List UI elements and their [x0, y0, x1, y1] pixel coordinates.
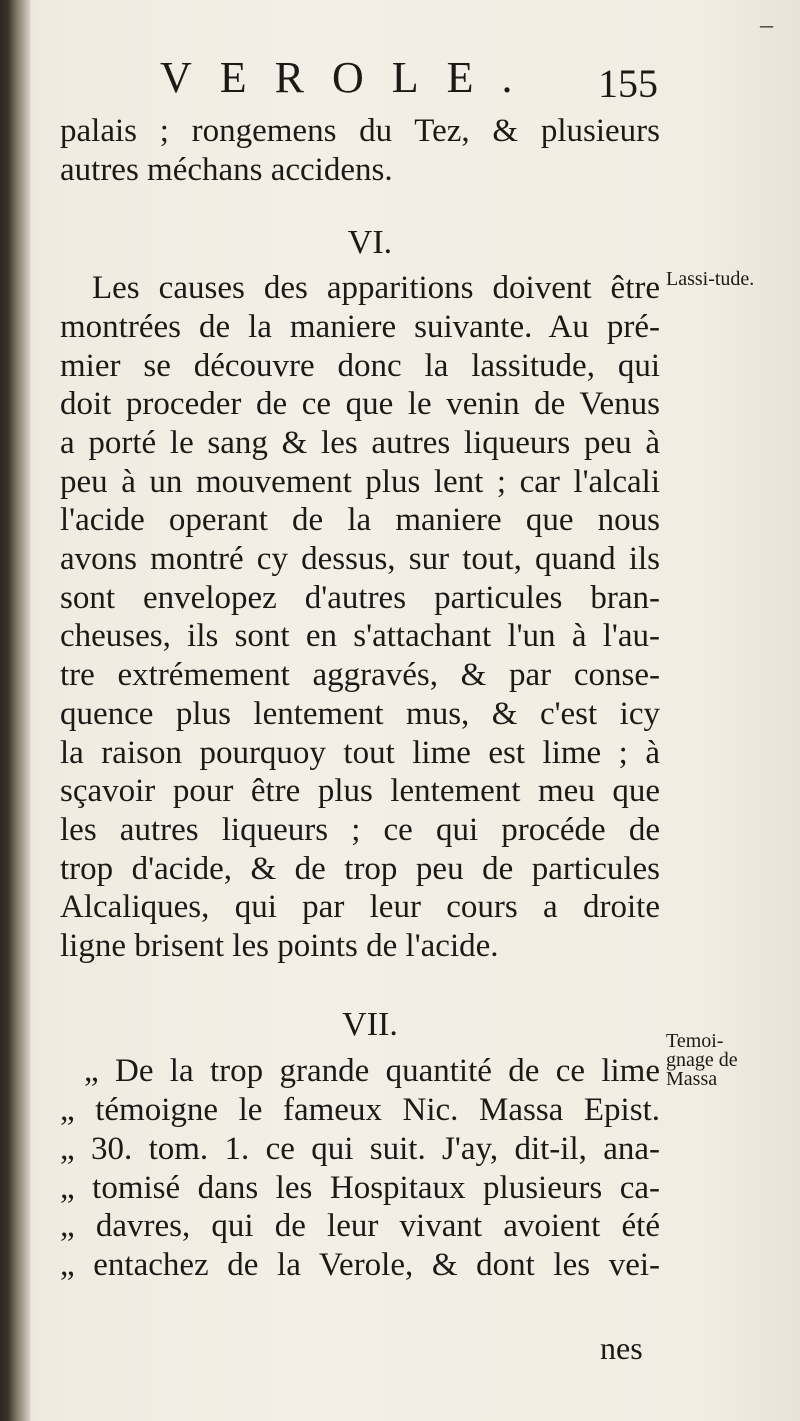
- section-number-6: VI.: [347, 224, 393, 262]
- quote-line: „ tomisé dans les Hospitaux plusieurs ca-: [60, 1169, 660, 1206]
- corner-mark: –: [760, 10, 773, 39]
- text-line: sont envelopez d'autres particules bran-: [60, 579, 660, 616]
- margin-note-lassitude: Lassi-tude.: [666, 268, 755, 290]
- text-line: cheuses, ils sont en s'attachant l'un à l'au-: [60, 618, 660, 655]
- text-line: avons montré cy dessus, sur tout, quand ils: [60, 541, 660, 578]
- text-line: la raison pourquoy tout lime est lime ; à: [60, 734, 660, 771]
- section-6-body: [60, 269, 660, 966]
- quote-line: „ De la trop grande quantité de ce lime: [84, 1053, 660, 1090]
- text-line: a porté le sang & les autres liqueurs peu à: [60, 424, 660, 461]
- text-line: quence plus lentement mus, & c'est icy: [60, 695, 660, 732]
- catchword: nes: [600, 1330, 643, 1366]
- text-line: Alcaliques, qui par leur cours a droite: [60, 889, 660, 926]
- text-line: palais ; rongemens du Tez, & plusieurs: [60, 113, 660, 149]
- quote-line: „ 30. tom. 1. ce qui suit. J'ay, dit-il, ana-: [60, 1130, 660, 1167]
- page-number: 155: [598, 61, 658, 106]
- text-block: [60, 112, 660, 1285]
- section-number-7: VII.: [342, 1005, 398, 1043]
- text-line: sçavoir pour être plus lentement meu que: [60, 773, 660, 810]
- text-line: doit proceder de ce que le venin de Venus: [60, 386, 660, 423]
- quote-line: „ entachez de la Verole, & dont les vei-: [60, 1246, 660, 1283]
- text-line: mier se découvre donc la lassitude, qui: [60, 347, 660, 384]
- text-line: tre extrémement aggravés, & par conse-: [60, 657, 660, 694]
- quote-line: „ davres, qui de leur vivant avoient été: [60, 1208, 660, 1245]
- running-title: VEROLE.: [160, 53, 541, 102]
- margin-note-temoignage: Temoi-gnage de Massa: [666, 1030, 738, 1090]
- book-spine: [0, 0, 30, 1421]
- text-line: montrées de la maniere suivante. Au pré-: [60, 308, 660, 345]
- text-line: l'acide operant de la maniere que nous: [60, 502, 660, 539]
- text-line: autres méchans accidens.: [60, 151, 393, 188]
- text-line: Les causes des apparitions doivent être: [92, 270, 660, 307]
- section-7-body: [60, 1052, 660, 1284]
- text-line: ligne brisent les points de l'acide.: [60, 928, 499, 965]
- text-line: les autres liqueurs ; ce qui procéde de: [60, 811, 660, 848]
- quote-line: „ témoigne le fameux Nic. Massa Epist.: [60, 1092, 660, 1129]
- text-line: trop d'acide, & de trop peu de particules: [60, 850, 660, 887]
- text-line: peu à un mouvement plus lent ; car l'alcali: [60, 463, 660, 500]
- page-header: [0, 52, 800, 112]
